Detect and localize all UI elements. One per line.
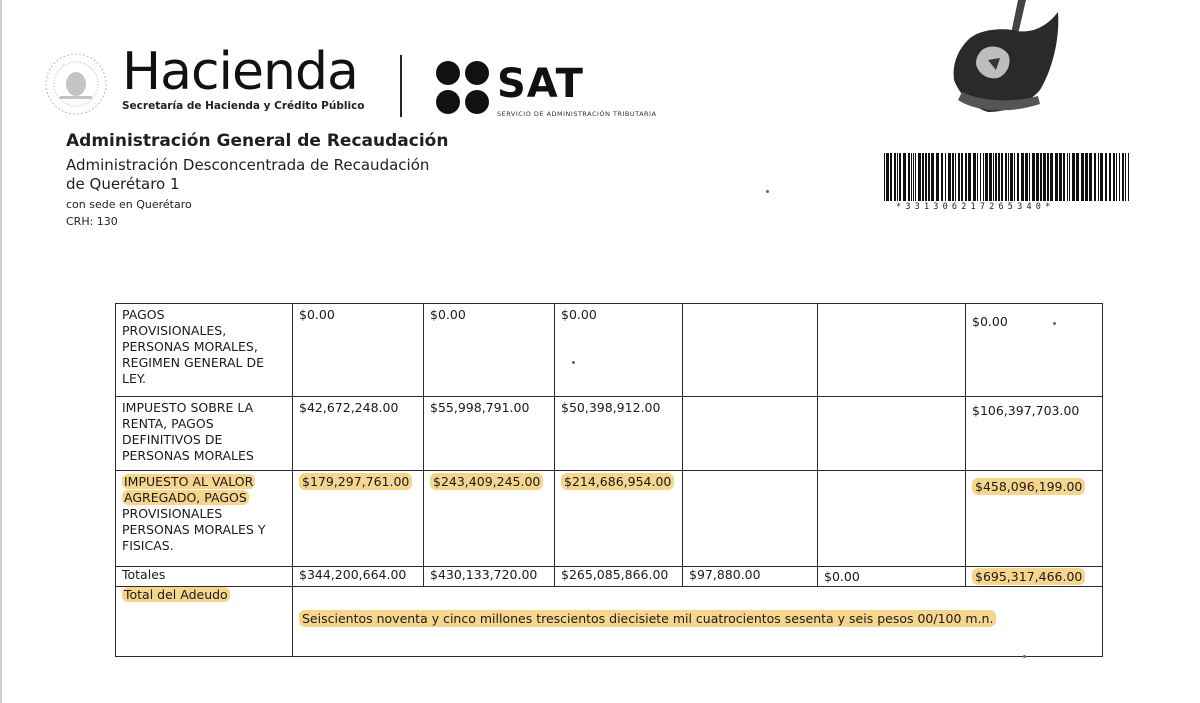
barcode-number: *331306217265340*: [896, 202, 1055, 212]
barcode-bar: [1036, 153, 1039, 201]
amount-cell: [683, 397, 818, 471]
barcode-bar: [1081, 153, 1084, 201]
barcode-bar: [928, 153, 930, 201]
amount-cell: $50,398,912.00: [555, 397, 683, 471]
office-seat: con sede en Querétaro: [66, 198, 192, 211]
barcode-bar: [899, 153, 901, 201]
barcode-bar: [965, 153, 967, 201]
barcode-bar: [1125, 153, 1126, 201]
barcode-bar: [925, 153, 927, 201]
grand-total-amount: $695,317,466.00: [972, 568, 1085, 585]
barcode-bar: [1008, 153, 1009, 201]
amount-cell: [683, 471, 818, 567]
concept-line-highlighted: IMPUESTO AL VALOR: [124, 474, 254, 489]
amount-cell: [683, 304, 818, 397]
hacienda-wordmark: Hacienda: [122, 42, 358, 102]
barcode-bar: [1076, 153, 1079, 201]
barcode-bar: [1113, 153, 1115, 201]
barcode-bar: [1001, 153, 1003, 201]
debt-table: [115, 303, 1103, 657]
barcode-bar: [941, 153, 943, 201]
concept-line: RENTA, PAGOS: [122, 416, 214, 431]
barcode-bar: [1128, 153, 1129, 201]
barcode-bar: [1098, 153, 1099, 201]
highlighted-amount: $214,686,954.00: [561, 473, 674, 490]
amount-cell: $106,397,703.00: [966, 397, 1103, 471]
total-debt-label: Total del Adeudo: [124, 587, 228, 602]
barcode-bar: [913, 153, 914, 201]
barcode-bar: [995, 153, 997, 201]
table-row: [116, 471, 1103, 567]
total-amount-cell: $97,880.00: [683, 567, 818, 587]
barcode-bar: [1122, 153, 1124, 201]
amount-cell: $0.00: [293, 304, 424, 397]
totals-row: [116, 567, 1103, 587]
concept-line: DEFINITIVOS DE: [122, 432, 223, 447]
barcode-bar: [894, 153, 896, 201]
concept-line: PERSONAS MORALES: [122, 448, 254, 463]
sat-subtitle: SERVICIO DE ADMINISTRACIÓN TRIBUTARIA: [497, 110, 657, 118]
total-debt-label-cell: [116, 587, 293, 657]
concept-line: PROVISIONALES,: [122, 323, 227, 338]
total-amount-cell: [966, 567, 1103, 587]
concept-line: LEY.: [122, 371, 146, 386]
barcode-bar: [952, 153, 954, 201]
amount-cell: [818, 471, 966, 567]
office-line-1: Administración Desconcentrada de Recaudación: [66, 156, 430, 174]
barcode-bar: [1029, 153, 1030, 201]
concept-line: PERSONAS MORALES,: [122, 339, 258, 354]
amount-cell: [818, 304, 966, 397]
barcode-bar: [1109, 153, 1111, 201]
barcode-bar: [1043, 153, 1046, 201]
total-amount-cell: $0.00: [818, 567, 966, 587]
amount-cell: $42,672,248.00: [293, 397, 424, 471]
barcode-bar: [977, 153, 978, 201]
government-seal-icon: [36, 46, 120, 120]
concept-cell: [116, 304, 293, 397]
concept-line-highlighted: AGREGADO, PAGOS: [124, 490, 247, 505]
barcode-bar: [884, 153, 885, 201]
barcode-bar: [903, 153, 906, 201]
barcode-bar: [958, 153, 960, 201]
amount-in-words-cell: [293, 587, 1103, 657]
barcode-bar: [998, 153, 1000, 201]
barcode-bar: [961, 153, 963, 201]
concept-line: PROVISIONALES: [122, 506, 223, 521]
concept-line: FISICAS.: [122, 538, 174, 553]
barcode-bar: [1047, 153, 1049, 201]
barcode-bar: [1040, 153, 1042, 201]
barcode-bar: [1116, 153, 1117, 201]
crh-code: CRH: 130: [66, 215, 118, 228]
highlighted-amount: $458,096,199.00: [972, 478, 1085, 495]
table-row: [116, 397, 1103, 471]
barcode-bar: [1069, 153, 1070, 201]
amount-cell: $0.00: [555, 304, 683, 397]
concept-line: PERSONAS MORALES Y: [122, 522, 266, 537]
barcode-bar: [1025, 153, 1028, 201]
office-line-2: de Querétaro 1: [66, 175, 180, 193]
national-emblem-icon: [948, 0, 1066, 120]
barcode-bar: [1067, 153, 1068, 201]
barcode-bar: [890, 153, 892, 201]
barcode-bar: [1032, 153, 1035, 201]
amount-cell: $0.00: [424, 304, 555, 397]
concept-cell: [116, 397, 293, 471]
barcode-bar: [922, 153, 924, 201]
barcode-bar: [908, 153, 910, 201]
barcode-bar: [989, 153, 992, 201]
total-amount-cell: $430,133,720.00: [424, 567, 555, 587]
barcode-bar: [983, 153, 984, 201]
barcode-bar: [1014, 153, 1015, 201]
amount-cell: [293, 471, 424, 567]
barcode-bar: [915, 153, 916, 201]
logo-divider: [400, 55, 402, 117]
amount-cell: [555, 471, 683, 567]
barcode-bar: [1100, 153, 1103, 201]
hacienda-subtitle: Secretaría de Hacienda y Crédito Público: [122, 100, 365, 112]
barcode-bar: [886, 153, 889, 201]
totals-label: Totales: [116, 567, 293, 587]
scan-speck: [1023, 655, 1026, 658]
sat-wordmark: SAT: [497, 61, 584, 107]
barcode-bar: [1021, 153, 1024, 201]
total-debt-row: [116, 587, 1103, 657]
barcode-bar: [945, 153, 946, 201]
page-edge: [0, 0, 2, 703]
barcode-bar: [1094, 153, 1096, 201]
concept-line: PAGOS: [122, 307, 165, 322]
table-row: [116, 304, 1103, 397]
barcode-bar: [1105, 153, 1107, 201]
amount-cell: $0.00: [966, 304, 1103, 397]
barcode-bar: [1005, 153, 1007, 201]
scan-speck: [766, 190, 769, 193]
sat-dots-icon: [433, 58, 495, 120]
amount-cell: [818, 397, 966, 471]
barcode-bar: [1059, 153, 1062, 201]
barcode-bar: [1010, 153, 1013, 201]
barcode-bar: [968, 153, 971, 201]
total-amount-cell: $265,085,866.00: [555, 567, 683, 587]
amount-cell: [424, 471, 555, 567]
barcode-bar: [936, 153, 939, 201]
barcode-bar: [911, 153, 912, 201]
barcode-bar: [1063, 153, 1065, 201]
hacienda-logo: [122, 42, 365, 112]
barcode-bar: [1050, 153, 1053, 201]
total-amount-cell: $344,200,664.00: [293, 567, 424, 587]
barcode-bar: [1055, 153, 1058, 201]
barcode-bar: [955, 153, 956, 201]
barcode-bar: [1089, 153, 1092, 201]
amount-cell: $55,998,791.00: [424, 397, 555, 471]
scan-speck: [572, 361, 575, 364]
agency-title: Administración General de Recaudación: [66, 131, 449, 151]
amount-in-words: Seiscientos noventa y cinco millones trescientos diecisiete mil cuatrocientos sesenta y seis pesos 00/100 m.n.: [299, 610, 996, 627]
barcode-bar: [993, 153, 994, 201]
barcode-bar: [897, 153, 898, 201]
barcode-bar: [1085, 153, 1088, 201]
highlighted-amount: $179,297,761.00: [299, 473, 412, 490]
barcode-bar: [980, 153, 981, 201]
barcode-bar: [973, 153, 976, 201]
barcode-bar: [948, 153, 951, 201]
barcode-bar: [985, 153, 988, 201]
highlighted-amount: $243,409,245.00: [430, 473, 543, 490]
barcode-bar: [1072, 153, 1075, 201]
amount-cell: [966, 471, 1103, 567]
barcode-bar: [1119, 153, 1120, 201]
barcode-bar: [931, 153, 934, 201]
scan-speck: [1053, 322, 1056, 325]
concept-line: IMPUESTO SOBRE LA: [122, 400, 254, 415]
barcode-bar: [1017, 153, 1019, 201]
concept-cell: [116, 471, 293, 567]
concept-line: REGIMEN GENERAL DE: [122, 355, 264, 370]
barcode-bar: [918, 153, 921, 201]
barcode-icon: [884, 153, 1132, 201]
